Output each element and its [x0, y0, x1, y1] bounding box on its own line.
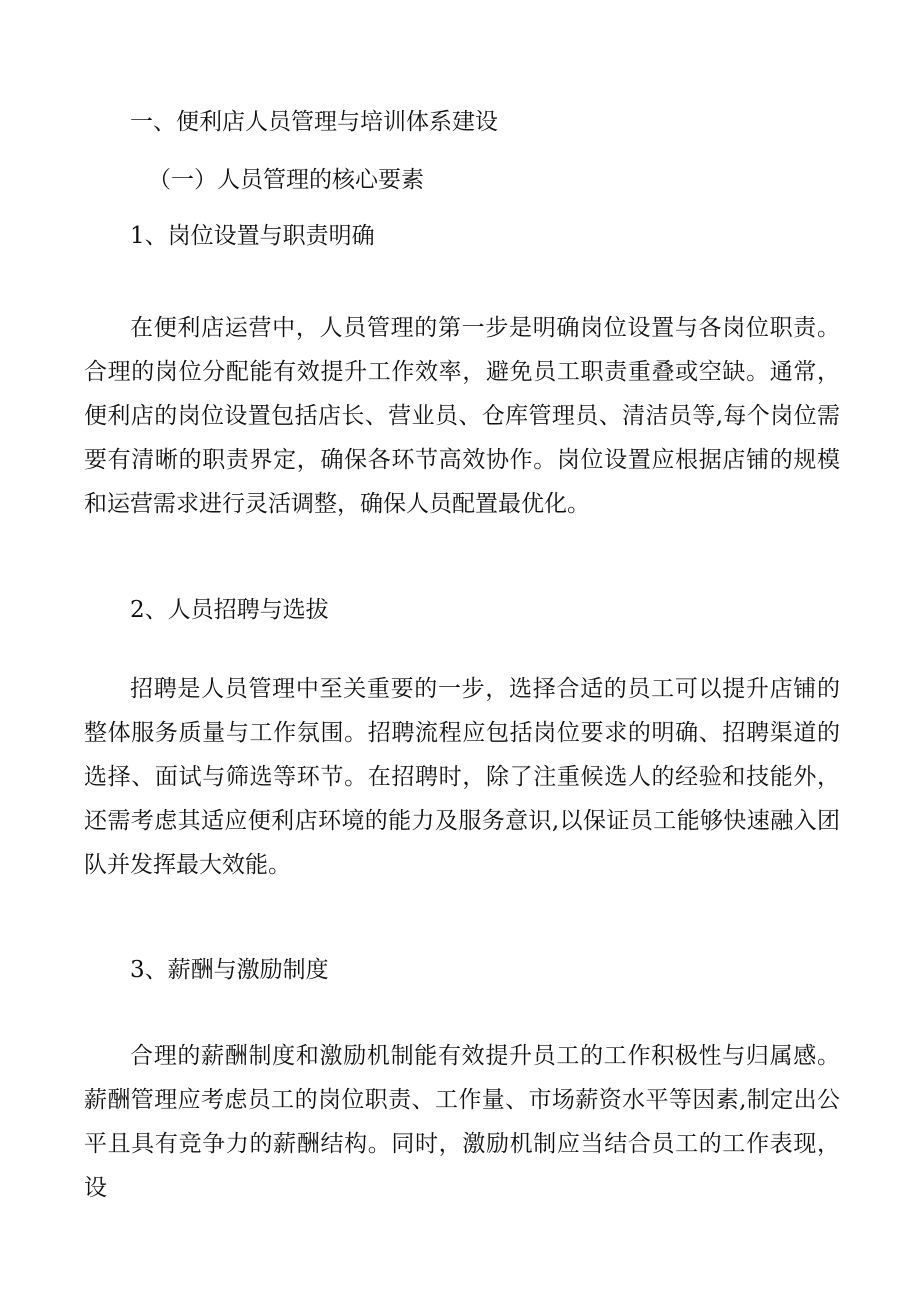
section-heading: （一）人员管理的核心要素: [148, 167, 424, 193]
subsection-title-2: 2、人员招聘与选拔: [130, 597, 329, 623]
subsection-title-3: 3、薪酬与激励制度: [130, 957, 329, 983]
paragraph-3: 合理的薪酬制度和激励机制能有效提升员工的工作积极性与归属感。薪酬管理应考虑员工的岗位职责、工作量、市场薪资水平等因素,制定出公平且具有竞争力的薪酬结构。同时，激励机制应当结合员工的工作表现，设: [84, 1043, 840, 1201]
paragraph-2: 招聘是人员管理中至关重要的一步，选择合适的员工可以提升店铺的整体服务质量与工作氛围。招聘流程应包括岗位要求的明确、招聘渠道的选择、面试与筛选等环节。在招聘时，除了注重候选人的经验和技能外，还需考虑其适应便利店环境的能力及服务意识,以保证员工能够快速融入团队并发挥最大效能。: [84, 676, 840, 878]
chapter-heading: 一、便利店人员管理与培训体系建设: [130, 109, 498, 135]
paragraph-1: 在便利店运营中，人员管理的第一步是明确岗位设置与各岗位职责。合理的岗位分配能有效提升工作效率，避免员工职责重叠或空缺。通常，便利店的岗位设置包括店长、营业员、仓库管理员、清洁员等,每个岗位需要有清晰的职责界定，确保各环节高效协作。岗位设置应根据店铺的规模和运营需求进行灵活调整，确保人员配置最优化。: [84, 315, 840, 517]
subsection-title-1: 1、岗位设置与职责明确: [130, 223, 375, 249]
